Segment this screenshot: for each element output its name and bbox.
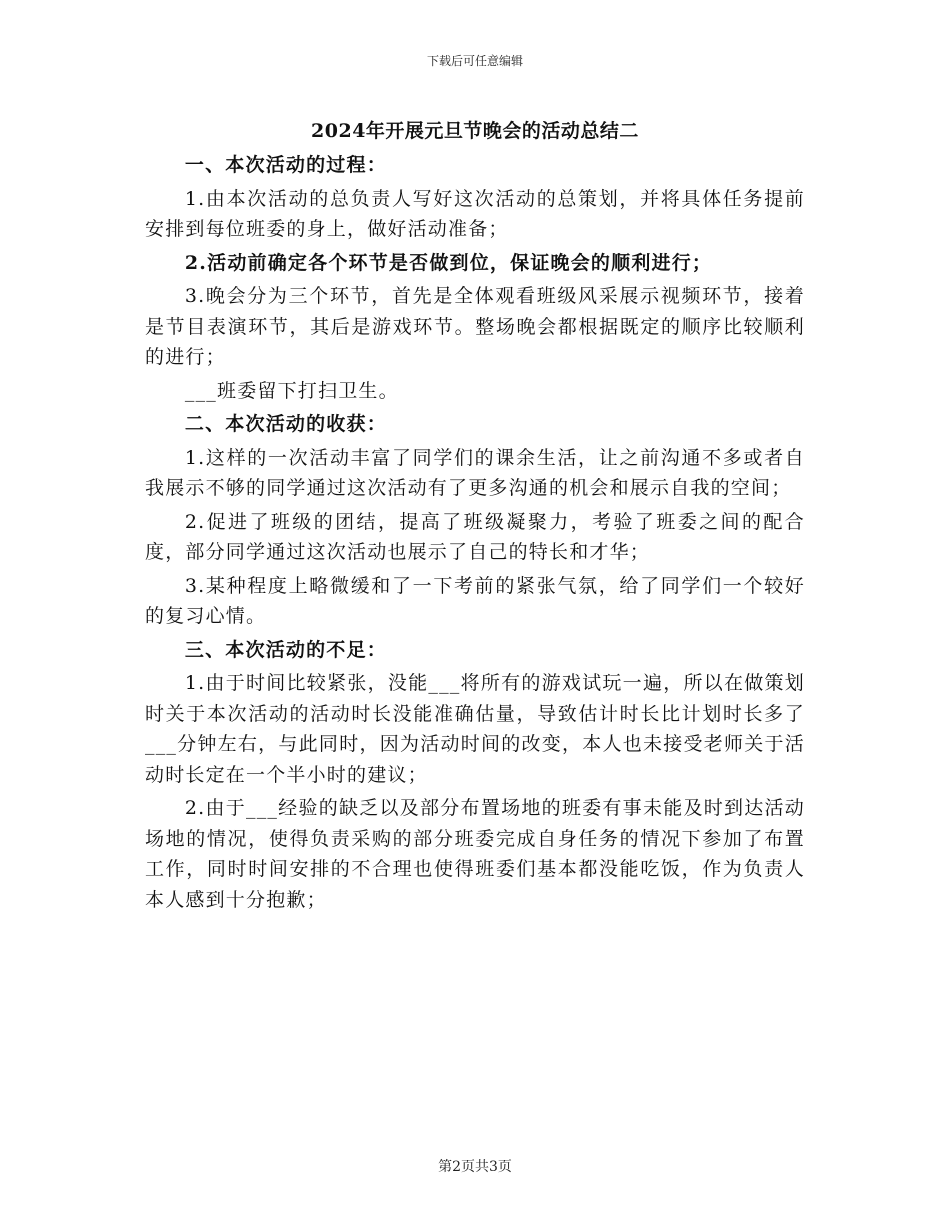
page-footer: 第2页共3页	[438, 1159, 512, 1175]
document-title: 2024年开展元旦节晚会的活动总结二	[311, 120, 639, 142]
paragraph-shortcomings-1: 1.由于时间比较紧张，没能___将所有的游戏试玩一遍，所以在做策划时关于本次活动的活动时长没能准确估量，导致估计时长比计划时长多了___分钟左右，与此同时，因为活动时间的改变，本人也未接受老师关于活动时长定在一个半小时的建议；	[145, 672, 805, 786]
section-heading-gains: 二、本次活动的收获：	[184, 413, 387, 435]
paragraph-shortcomings-2: 2.由于___经验的缺乏以及部分布置场地的班委有事未能及时到达活动场地的情况，使得负责采购的部分班委完成自身任务的情况下参加了布置工作，同时时间安排的不合理也使得班委们基本都没能吃饭，作为负责人本人感到十分抱歉；	[145, 797, 805, 911]
paragraph-gains-2: 2.促进了班级的团结，提高了班级凝聚力，考验了班委之间的配合度，部分同学通过这次活动也展示了自己的特长和才华；	[145, 510, 805, 563]
document-body	[145, 150, 805, 918]
page-header: 下载后可任意编辑	[426, 54, 523, 68]
section-heading-shortcomings: 三、本次活动的不足：	[184, 638, 387, 661]
paragraph-gains-1: 1.这样的一次活动丰富了同学们的课余生活，让之前沟通不多或者自我展示不够的同学通过这次活动有了更多沟通的机会和展示自我的空间；	[145, 446, 805, 499]
paragraph-process-1: 1.由本次活动的总负责人写好这次活动的总策划，并将具体任务提前安排到每位班委的身上，做好活动准备；	[145, 187, 805, 240]
paragraph-gains-3: 3.某种程度上略微缓和了一下考前的紧张气氛，给了同学们一个较好的复习心情。	[145, 574, 805, 627]
paragraph-process-2: 2.活动前确定各个环节是否做到位，保证晚会的顺利进行；	[184, 251, 713, 274]
section-heading-process: 一、本次活动的过程：	[184, 154, 387, 176]
paragraph-process-3: 3.晚会分为三个环节，首先是全体观看班级风采展示视频环节，接着是节目表演环节，其后是游戏环节。整场晚会都根据既定的顺序比较顺利的进行；	[145, 285, 805, 368]
paragraph-process-4: ___班委留下打扫卫生。	[184, 379, 399, 402]
